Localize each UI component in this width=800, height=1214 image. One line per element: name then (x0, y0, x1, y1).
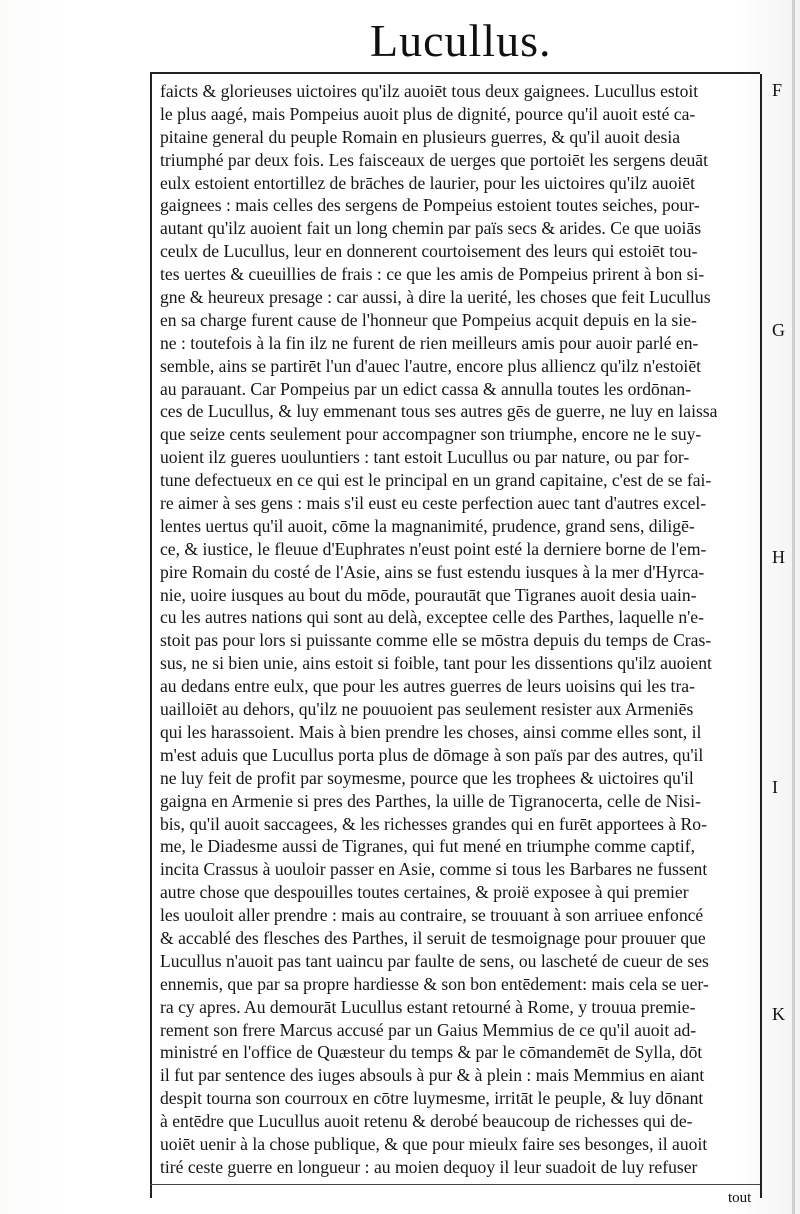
text-line: ce, & iustice, le fleuue d'Euphrates n'eust point esté la derniere borne de l'em- (160, 538, 707, 559)
text-line: semble, ains se partirēt l'un d'auec l'autre, encore plus alliencz qu'ilz n'estoiēt (160, 355, 702, 376)
text-line: faicts & glorieuses uictoires qu'ilz auoiēt tous deux gaignees. Lucullus estoit (160, 81, 699, 101)
running-head: Lucullus. (370, 15, 552, 66)
text-line: uoiēt uenir à la chose publique, & que pour mieulx faire ses besonges, il auoit (160, 1133, 708, 1154)
text-line: despit tourna son courroux en cōtre luymesme, irritāt le peuple, & luy dōnant (160, 1088, 704, 1109)
margin-signature-letter: G (772, 320, 785, 340)
text-line: gne & heureux presage : car aussi, à dire la uerité, les choses que feit Lucullus (160, 287, 711, 308)
text-line: ne : toutefois à la fin ilz ne furent de rien meilleurs amis pour auoir parlé en- (160, 332, 699, 353)
text-line: au dedans entre eulx, que pour les autres guerres de leurs uoisins qui les tra- (160, 676, 695, 697)
text-line: eulx estoient entortillez de brāches de laurier, pour les uictoires qu'ilz auoiēt (160, 172, 695, 193)
left-margin-rule (150, 74, 152, 1198)
margin-signature-letter: K (772, 1004, 785, 1024)
text-line: tiré ceste guerre en longueur : au moien dequoy il leur suadoit de luy refuser (160, 1156, 698, 1177)
text-line: uailloiēt au dehors, qu'ilz ne pouuoient pas seulement resister aux Armeniēs (160, 699, 694, 720)
text-line: qui les harassoient. Mais à bien prendre les choses, ainsi comme elles sont, il (160, 721, 702, 742)
body-text (160, 80, 754, 1179)
text-line: en sa charge furent cause de l'honneur que Pompeius acquit depuis en la sie- (160, 309, 697, 330)
text-line: tune defectueux en ce qui est le principal en un grand capitaine, c'est de se fai- (160, 470, 712, 491)
text-line: Lucullus n'auoit pas tant uaincu par faulte de sens, ou lascheté de cueur de ses (160, 950, 709, 971)
text-line: pitaine general du peuple Romain en plusieurs guerres, & qu'il auoit desia (160, 126, 681, 147)
text-line: ministré en l'office de Quæsteur du temps & par le cōmandemēt de Sylla, dōt (160, 1042, 703, 1063)
text-line: autant qu'ilz auoient fait un long chemin par païs secs & arides. Ce que uoiās (160, 218, 702, 239)
text-line: stoit pas pour lors si puissante comme elle se mōstra depuis du temps de Cras- (160, 630, 712, 651)
footer-rule (150, 1184, 760, 1185)
text-line: le plus aagé, mais Pompeius auoit plus de dignité, pource qu'il auoit esté ca- (160, 103, 696, 124)
margin-signature-letter: F (772, 80, 783, 100)
text-line: autre chose que despouilles toutes certaines, & proië exposee à qui premier (160, 882, 689, 903)
margin-signature-letter: I (772, 777, 778, 797)
text-line: rement son frere Marcus accusé par un Gaius Memmius de ce qu'il auoit ad- (160, 1019, 697, 1040)
text-line: sus, ne si bien unie, ains estoit si foible, tant pour les dissentions qu'ilz auoient (160, 653, 712, 674)
header-rule (150, 72, 760, 74)
text-line: gaignees : mais celles des sergens de Pompeius estoient toutes seiches, pour- (160, 195, 700, 216)
right-margin-rule (760, 74, 762, 1198)
page-edge (792, 0, 795, 1214)
text-line: il fut par sentence des iuges absouls à pur & à plein : mais Memmius en aiant (160, 1065, 705, 1086)
text-line: au parauant. Car Pompeius par un edict cassa & annulla toutes les ordōnan- (160, 378, 692, 399)
text-line: pire Romain du costé de l'Asie, ains se fust estendu iusques à la mer d'Hyrca- (160, 561, 705, 582)
catchword: tout (728, 1190, 752, 1206)
text-line: ces de Lucullus, & luy emmenant tous ses autres gēs de guerre, ne luy en laissa (160, 401, 718, 422)
text-line: triumphé par deux fois. Les faisceaux de uerges que portoiēt les sergens deuāt (160, 149, 709, 170)
text-line: incita Crassus à uouloir passer en Asie, comme si tous les Barbares ne fussent (160, 859, 708, 880)
text-line: me, le Diadesme aussi de Tigranes, qui fut mené en triumphe comme captif, (160, 836, 696, 857)
margin-signature-letter: H (772, 547, 785, 567)
text-line: ceulx de Lucullus, leur en donnerent courtoisement des leurs qui estoiēt tou- (160, 241, 698, 262)
text-line: à entēdre que Lucullus auoit retenu & derobé beaucoup de richesses qui de- (160, 1111, 693, 1132)
text-line: nie, uoire iusques au bout du mōde, pourautāt que Tigranes auoit desia uain- (160, 584, 697, 605)
text-line: ne luy feit de profit par soymesme, pource que les trophees & uictoires qu'il (160, 767, 694, 788)
text-line: lentes uertus qu'il auoit, cōme la magnanimité, prudence, grand sens, diligē- (160, 515, 695, 536)
text-line: re aimer à ses gens : mais s'il eust eu ceste perfection auec tant d'autres excel- (160, 493, 707, 514)
text-line: tes uertes & cueuillies de frais : ce que les amis de Pompeius prirent à bon si- (160, 264, 705, 285)
text-line: & accablé des flesches des Parthes, il seruit de tesmoignage pour prouuer que (160, 927, 706, 948)
text-line: gaigna en Armenie si pres des Parthes, la uille de Tigranocerta, celle de Nisi- (160, 790, 701, 811)
text-line: m'est aduis que Lucullus porta plus de dōmage à son païs par des autres, qu'il (160, 744, 704, 765)
text-line: que seize cents seulement pour accompagner son triumphe, encore ne le suy- (160, 424, 702, 445)
text-line: les uouloit aller prendre : mais au contraire, se trouuant à son arriuee enfoncé (160, 905, 704, 926)
text-line: cu les autres nations qui sont au delà, exceptee celle des Parthes, laquelle n'e- (160, 607, 704, 628)
text-line: uoient ilz gueres uouluntiers : tant estoit Lucullus ou par nature, ou par for- (160, 447, 690, 468)
text-line: bis, qu'il auoit saccagees, & les richesses grandes qui en furēt apportees à Ro- (160, 813, 707, 834)
text-line: ennemis, que par sa propre hardiesse & son bon entēdement: mais cela se uer- (160, 973, 709, 994)
text-line: ra cy apres. Au demourāt Lucullus estant retourné à Rome, y trouua premie- (160, 996, 696, 1017)
